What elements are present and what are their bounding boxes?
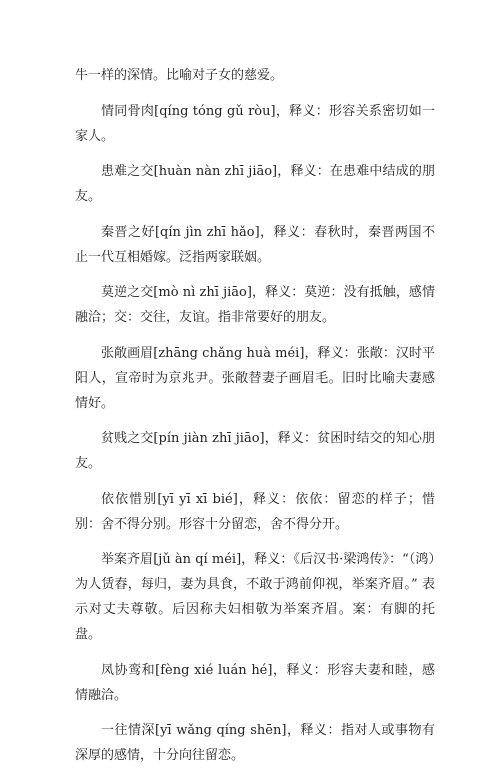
idiom-qin-jin-zhi-hao: 秦晋之好[qín jìn zhī hǎo]，释义：春秋时，秦晋两国不止一代互相婚嫁。泛指两家联姻。 <box>75 224 435 265</box>
document-body <box>75 63 435 779</box>
idiom-feng-xie-luan-he: 凤协鸾和[fèng xié luán hé]，释义：形容夫妻和睦，感情融洽。 <box>75 662 435 703</box>
idiom-qing-tong-gu-rou: 情同骨肉[qíng tóng gǔ ròu]，释义：形容关系密切如一家人。 <box>75 103 435 144</box>
idiom-yi-yi-xi-bie: 依依惜别[yī yī xī bié]，释义：依依：留恋的样子；惜别：舍不得分别。形容十分留恋，舍不得分开。 <box>75 491 435 532</box>
paragraph-continuation: 牛一样的深情。比喻对子女的慈爱。 <box>75 68 284 83</box>
idiom-zhang-chang-hua-mei: 张敞画眉[zhāng chǎng huà méi]，释义：张敞：汉时平阳人，宣帝时为京兆尹。张敞替妻子画眉毛。旧时比喻夫妻感情好。 <box>75 345 435 411</box>
idiom-pin-jian-zhi-jiao: 贫贱之交[pín jiàn zhī jiāo]，释义：贫困时结交的知心朋友。 <box>75 431 435 471</box>
idiom-yi-wang-qing-shen: 一往情深[yī wǎng qíng shēn]，释义：指对人或事物有深厚的感情，十分向往留恋。 <box>75 723 435 763</box>
idiom-ju-an-qi-mei: 举案齐眉[jǔ àn qí méi]，释义：《后汉书·梁鸿传》：“（鸿）为人赁舂，每归，妻为具食，不敢于鸿前仰视，举案齐眉。” 表示对丈夫尊敬。后因称夫妇相敬为举案齐眉。案：有脚的托盘。 <box>75 552 435 642</box>
idiom-mo-ni-zhi-jiao: 莫逆之交[mò nì zhī jiāo]，释义：莫逆：没有抵触，感情融洽；交：交往，友谊。指非常要好的朋友。 <box>75 285 435 325</box>
idiom-huan-nan-zhi-jiao: 患难之交[huàn nàn zhī jiāo]，释义：在患难中结成的朋友。 <box>75 164 435 204</box>
